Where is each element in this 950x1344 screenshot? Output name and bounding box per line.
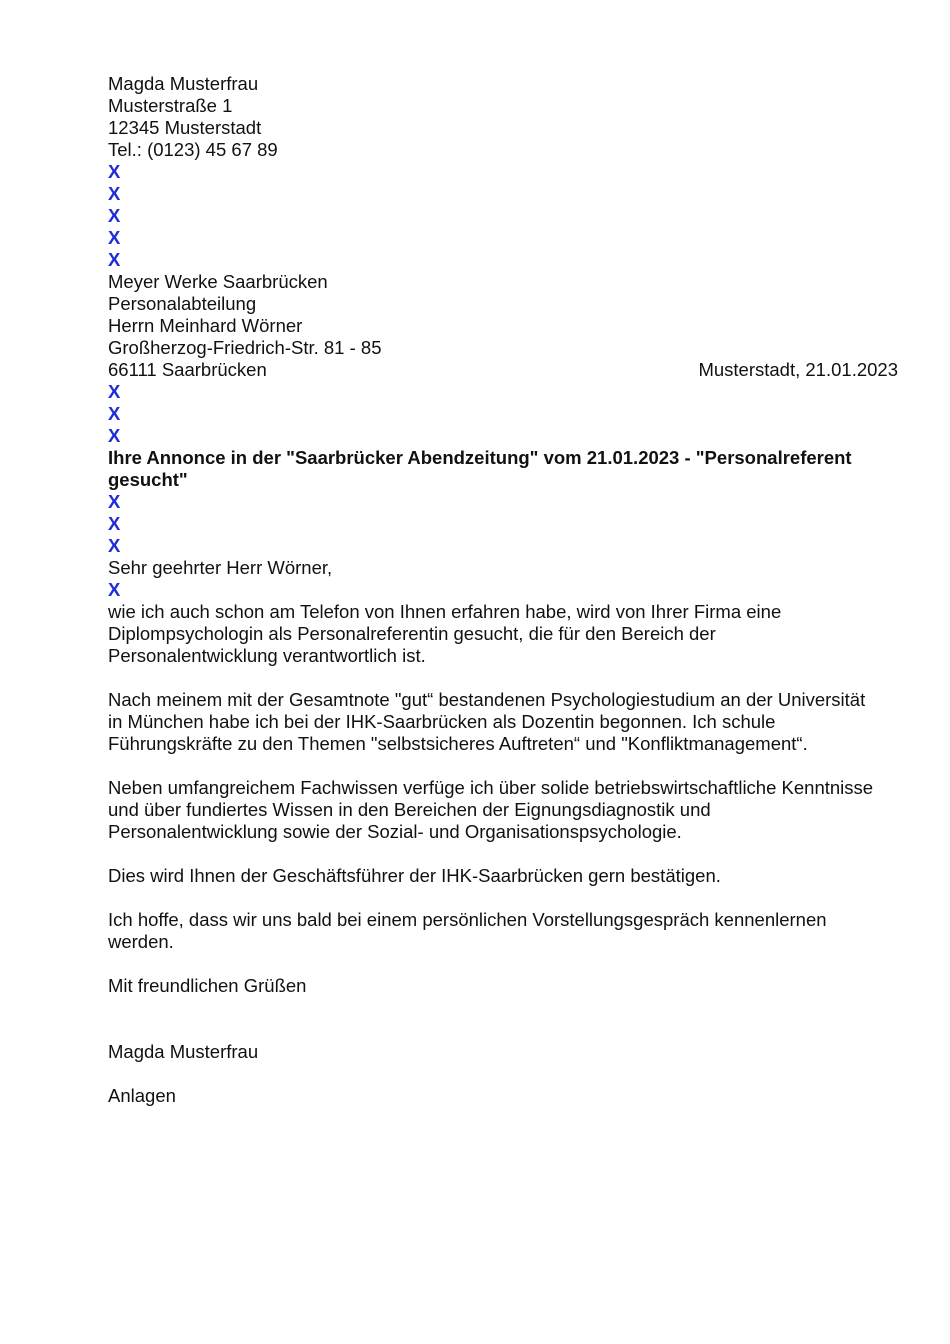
body-paragraph-3 (108, 777, 908, 843)
placeholder-x: X (108, 249, 121, 270)
sender-street: Musterstraße 1 (108, 95, 233, 116)
body-paragraph-2 (108, 689, 908, 755)
body-line: Diplompsychologin als Personalreferentin gesucht, die für den Bereich der (108, 623, 716, 644)
placeholder-x: X (108, 183, 121, 204)
body-line: Ich hoffe, dass wir uns bald bei einem persönlichen Vorstellungsgespräch kennenlernen (108, 909, 827, 930)
body-line: Nach meinem mit der Gesamtnote "gut“ bestandenen Psychologiestudium an der Universität (108, 689, 866, 710)
body-line: in München habe ich bei der IHK-Saarbrücken als Dozentin begonnen. Ich schule (108, 711, 776, 732)
placeholder-x: X (108, 227, 121, 248)
recipient-department: Personalabteilung (108, 293, 257, 314)
attachments: Anlagen (108, 1085, 176, 1106)
body-line: Führungskräfte zu den Themen "selbstsicheres Auftreten“ und "Konfliktmanagement“. (108, 733, 808, 754)
closing: Mit freundlichen Grüßen (108, 975, 307, 996)
body-line: Dies wird Ihnen der Geschäftsführer der IHK-Saarbrücken gern bestätigen. (108, 865, 721, 886)
recipient-contact: Herrn Meinhard Wörner (108, 315, 303, 336)
subject-line-2: gesucht" (108, 469, 188, 490)
body-line: wie ich auch schon am Telefon von Ihnen erfahren habe, wird von Ihrer Firma eine (108, 601, 782, 622)
body-paragraph-4 (108, 865, 908, 887)
body-paragraph-1 (108, 601, 908, 667)
sender-name: Magda Musterfrau (108, 73, 259, 94)
sender-phone: Tel.: (0123) 45 67 89 (108, 139, 278, 160)
subject-line-1: Ihre Annonce in der "Saarbrücker Abendzeitung" vom 21.01.2023 - "Personalreferent (108, 447, 852, 468)
recipient-company: Meyer Werke Saarbrücken (108, 271, 328, 292)
body-line: und über fundiertes Wissen in den Bereichen der Eignungsdiagnostik und (108, 799, 711, 820)
sender-city: 12345 Musterstadt (108, 117, 262, 138)
body-paragraph-5 (108, 909, 908, 953)
placeholder-x: X (108, 513, 121, 534)
body-line: werden. (108, 931, 174, 952)
body-line: Personalentwicklung sowie der Sozial- und Organisationspsychologie. (108, 821, 682, 842)
salutation: Sehr geehrter Herr Wörner, (108, 557, 333, 578)
placeholder-x: X (108, 491, 121, 512)
recipient-city: 66111 Saarbrücken (108, 359, 267, 380)
placeholder-x: X (108, 205, 121, 226)
placeholder-x: X (108, 425, 121, 446)
recipient-street: Großherzog-Friedrich-Str. 81 - 85 (108, 337, 382, 358)
placeholder-x: X (108, 161, 121, 182)
placeholder-x: X (108, 535, 121, 556)
body-line: Neben umfangreichem Fachwissen verfüge ich über solide betriebswirtschaftliche Kenntnisse (108, 777, 874, 798)
body-line: Personalentwicklung verantwortlich ist. (108, 645, 426, 666)
placeholder-x: X (108, 579, 121, 600)
placeholder-x: X (108, 381, 121, 402)
placeholder-x: X (108, 403, 121, 424)
letter-date: Musterstadt, 21.01.2023 (698, 359, 898, 380)
signature-name: Magda Musterfrau (108, 1041, 259, 1062)
